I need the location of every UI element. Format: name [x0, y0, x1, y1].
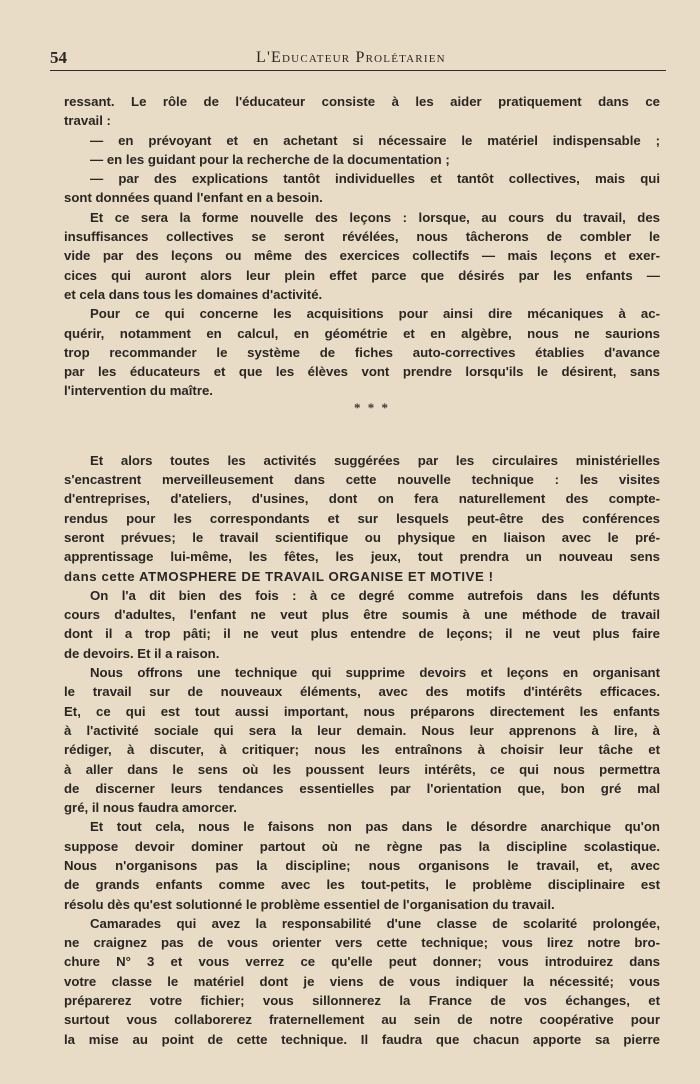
text-line: Et, ce qui est tout aussi important, nous préparons directement les enfants [64, 703, 660, 719]
text-line: dans cette ATMOSPHERE DE TRAVAIL ORGANISE ET MOTIVE ! [64, 568, 494, 584]
text-line: — en prévoyant et en achetant si nécessaire le matériel indispensable ; [90, 132, 660, 148]
text-line: à aller dans le sens où les poussent leurs intérêts, ce qui nous permettra [64, 761, 660, 777]
text-line: surtout vous collaborerez fraternellement au sein de notre coopérative pour [64, 1012, 660, 1028]
text-line: votre classe le matériel dont je viens de vous indiquer la nécessité; vous [64, 973, 660, 989]
text-line: cours d'adultes, l'enfant ne veut plus être soumis à une méthode de travail [64, 607, 660, 623]
page-header [50, 44, 666, 71]
text-line: quérir, notamment en calcul, en géométrie et en algèbre, nous ne saurions [64, 325, 660, 341]
text-line: seront prévues; le travail scientifique ou physique en liaison avec le pré- [64, 529, 660, 545]
text-line: cices qui auront alors leur plein effet parce que désirés par les enfants — [64, 267, 660, 283]
text-line: Nous n'organisons pas la discipline; nous organisons le travail, et, avec [64, 857, 660, 873]
asterism: * * * [354, 399, 390, 415]
text-line: ressant. Le rôle de l'éducateur consiste à les aider pratiquement dans ce [64, 94, 660, 109]
text-line: — en les guidant pour la recherche de la documentation ; [90, 151, 450, 167]
text-line: ne craignez pas de vous orienter vers cette technique; vous lirez notre bro- [64, 935, 660, 951]
text-line: Camarades qui avez la responsabilité d'une classe de scolarité prolongée, [90, 915, 660, 931]
text-line: de discerner leurs tendances essentielles par l'orientation que, bon gré mal [64, 780, 660, 796]
text-line: — par des explications tantôt individuelles et tantôt collectives, mais qui [90, 171, 660, 187]
text-line: de grands enfants comme avec les tout-petits, le problème disciplinaire est [64, 877, 660, 893]
text-line: Et alors toutes les activités suggérées par les circulaires ministérielles [90, 452, 660, 468]
running-title: L'Educateur Prolétarien [256, 49, 446, 66]
text-line: rendus pour les correspondants et sur lesquels peut-être des conférences [64, 510, 660, 526]
text-line: rédiger, à discuter, à critiquer; nous les entraînons à choisir leur tâche et [64, 742, 660, 758]
text-line: Et tout cela, nous le faisons non pas dans le désordre anarchique qu'on [90, 819, 660, 835]
text-line: s'encastrent merveilleusement dans cette nouvelle technique : les visites [64, 472, 660, 488]
text-line: apprentissage lui-même, les fêtes, les jeux, tout prendra un nouveau sens [64, 549, 660, 565]
text-line: travail : [64, 113, 111, 129]
section-separator [64, 401, 660, 451]
text-line: Pour ce qui concerne les acquisitions pour ainsi dire mécaniques à ac- [90, 306, 660, 322]
text-line: le travail sur de nouveaux éléments, avec des motifs d'intérêts efficaces. [64, 684, 660, 700]
text-line: Et ce sera la forme nouvelle des leçons : lorsque, au cours du travail, des [90, 209, 660, 225]
text-line: Nous offrons une technique qui supprime devoirs et leçons en organisant [90, 665, 660, 681]
text-line: d'entreprises, d'ateliers, d'usines, dont on fera naturellement des compte- [64, 491, 660, 507]
text-line: la mise au point de cette technique. Il faudra que chacun apporte sa pierre [64, 1031, 660, 1047]
text-line: chure N° 3 et vous verrez ce qu'elle peut donner; vous introduirez dans [64, 954, 660, 970]
text-line: vide par des leçons ou même des exercices collectifs — mais leçons et exer- [64, 248, 660, 264]
text-line: préparerez votre fichier; vous sillonnerez la France de vos échanges, et [64, 993, 660, 1009]
text-line: l'intervention du maître. [64, 383, 213, 399]
text-line: à l'activité sociale qui sera la leur demain. Nous leur apprenons à lire, à [64, 722, 660, 738]
text-line: sont données quand l'enfant en a besoin. [64, 190, 323, 206]
page-number: 54 [50, 48, 67, 67]
text-line: insuffisances collectives se seront révélées, nous tâcherons de combler le [64, 229, 660, 245]
text-line: suppose devoir dominer partout où ne règne pas la discipline scolastique. [64, 838, 660, 854]
text-line: résolu dès qu'est solutionné le problème essentiel de l'organisation du travail. [64, 896, 555, 912]
text-line: de devoirs. Et il a raison. [64, 645, 220, 661]
text-line: gré, il nous faudra amorcer. [64, 800, 237, 816]
text-line: et cela dans tous les domaines d'activité. [64, 286, 323, 302]
text-line: On l'a dit bien des fois : à ce degré comme autrefois dans les défunts [90, 587, 660, 603]
article-body [64, 92, 660, 1049]
text-line: trop recommander le système de fiches auto-correctives établies d'avance [64, 344, 660, 360]
text-line: par les éducateurs et que les élèves vont prendre lorsqu'ils le désirent, sans [64, 364, 660, 380]
text-line: dont il a trop pâti; il ne veut plus entendre de leçons; il ne veut plus faire [64, 626, 660, 642]
